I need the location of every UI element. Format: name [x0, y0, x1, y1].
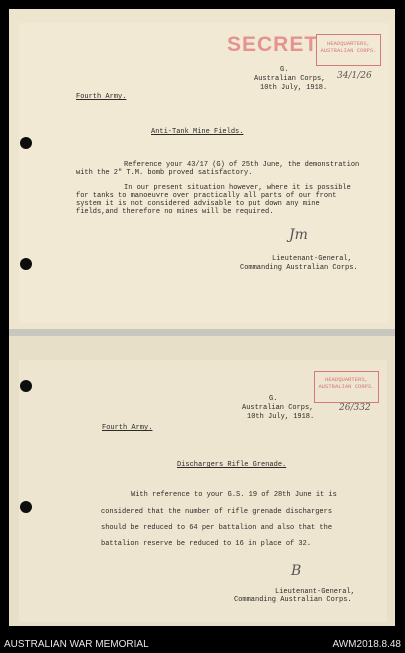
- file-ref: G.: [280, 66, 289, 74]
- subject-heading: Anti-Tank Mine Fields.: [151, 128, 244, 136]
- signature-title: Lieutenant-General,: [275, 588, 355, 596]
- body-line: system it is not considered advisable to put down any mine: [76, 200, 320, 208]
- handwritten-ref: 26/332: [339, 403, 371, 413]
- stamp-line: HEADQUARTERS,: [325, 376, 368, 383]
- body-line: In our present situation however, where it is possible: [124, 184, 351, 192]
- body-line: considered that the number of rifle grenade dischargers: [101, 508, 333, 516]
- corps-line: Australian Corps,: [242, 404, 314, 412]
- body-line: fields,and therefore no mines will be required.: [76, 208, 274, 216]
- signature: Jm: [289, 227, 308, 243]
- handwritten-ref: 34/1/26: [337, 71, 372, 81]
- body-line: battalion reserve be reduced to 16 in place of 32.: [101, 540, 312, 548]
- signature-title: Lieutenant-General,: [272, 255, 352, 263]
- page-separator: [9, 329, 395, 336]
- corps-line: Australian Corps,: [254, 75, 326, 83]
- punch-hole: [20, 258, 32, 270]
- body-line: With reference to your G.S. 19 of 28th June it is: [131, 491, 337, 499]
- stamp-line: AUSTRALIAN CORPS.: [318, 383, 375, 390]
- addressee: Fourth Army.: [102, 424, 153, 432]
- institution-label: AUSTRALIAN WAR MEMORIAL: [4, 639, 149, 650]
- headquarters-stamp: [316, 34, 381, 66]
- punch-hole: [20, 380, 32, 392]
- stamp-line: AUSTRALIAN CORPS.: [320, 47, 377, 54]
- body-line: with the 2" T.M. bomb proved satisfactory.: [76, 169, 253, 177]
- punch-hole: [20, 501, 32, 513]
- body-line: for tanks to manoeuvre over practically all parts of our front: [76, 192, 337, 200]
- punch-hole: [20, 137, 32, 149]
- subject-heading: Dischargers Rifle Grenade.: [177, 461, 287, 469]
- accession-number: AWM2018.8.48: [332, 639, 401, 650]
- body-line: Reference your 43/17 (G) of 25th June, the demonstration: [124, 161, 360, 169]
- body-line: should be reduced to 64 per battalion and also that the: [101, 524, 333, 532]
- signature-command: Commanding Australian Corps.: [234, 596, 352, 604]
- date-line: 10th July, 1918.: [260, 84, 328, 92]
- addressee: Fourth Army.: [76, 93, 127, 101]
- file-ref: G.: [269, 395, 278, 403]
- secret-stamp: SECRET: [227, 33, 319, 56]
- footer-bar: [0, 636, 405, 653]
- date-line: 10th July, 1918.: [247, 413, 315, 421]
- signature-command: Commanding Australian Corps.: [240, 264, 358, 272]
- letter-page-bottom: [9, 336, 395, 626]
- headquarters-stamp: [314, 371, 379, 403]
- signature: B: [291, 563, 302, 579]
- stamp-line: HEADQUARTERS,: [327, 40, 370, 47]
- letter-page-top: [9, 9, 395, 329]
